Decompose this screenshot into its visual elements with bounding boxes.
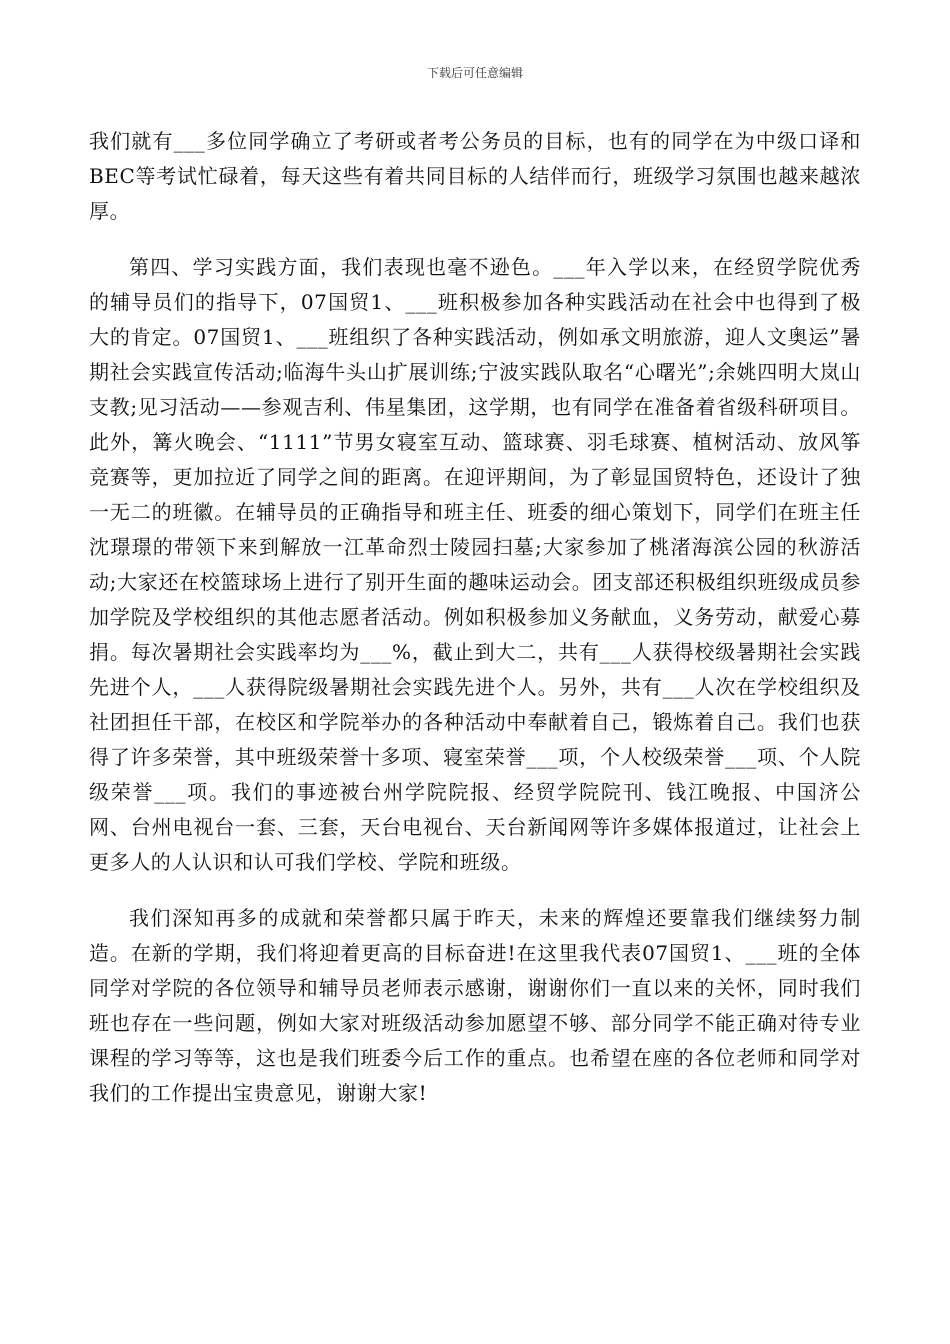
document-body bbox=[89, 124, 861, 1111]
page-header: 下载后可任意编辑 bbox=[426, 66, 523, 80]
paragraph-closing-thanks: 我们深知再多的成就和荣誉都只属于昨天，未来的辉煌还要靠我们继续努力制造。在新的学期，我们将迎着更高的目标奋进!在这里我代表07国贸1、___班的全体同学对学院的各位领导和辅导员老师表示感谢，谢谢你们一直以来的关怀，同时我们班也存在一些问题，例如大家对班级活动参加愿望不够、部分同学不能正确对待专业课程的学习等等，这也是我们班委今后工作的重点。也希望在座的各位老师和同学对我们的工作提出宝贵意见，谢谢大家! bbox=[89, 906, 861, 1105]
paragraph-study-goals: 我们就有___多位同学确立了考研或者考公务员的目标，也有的同学在为中级口译和BEC等考试忙碌着，每天这些有着共同目标的人结伴而行，班级学习氛围也越来越浓厚。 bbox=[89, 129, 861, 223]
paragraph-practice-activities: 第四、学习实践方面，我们表现也毫不逊色。___年入学以来，在经贸学院优秀的辅导员们的指导下，07国贸1、___班积极参加各种实践活动在社会中也得到了极大的肯定。07国贸1、___班组织了各种实践活动，例如承文明旅游，迎人文奥运”暑期社会实践宣传活动;临海牛头山扩展训练;宁波实践队取名“心曙光”;余姚四明大岚山支教;见习活动——参观吉利、伟星集团，这学期，也有同学在准备着省级科研项目。此外，篝火晚会、“1111”节男女寝室互动、篮球赛、羽毛球赛、植树活动、放风筝竞赛等，更加拉近了同学之间的距离。在迎评期间，为了彰显国贸特色，还设计了独一无二的班徽。在辅导员的正确指导和班主任、班委的细心策划下，同学们在班主任沈璟璟的带领下来到解放一江革命烈士陵园扫墓;大家参加了桃渚海滨公园的秋游活动;大家还在校篮球场上进行了别开生面的趣味运动会。团支部还积极组织班级成员参加学院及学校组织的其他志愿者活动。例如积极参加义务献血，义务劳动，献爱心募捐。每次暑期社会实践率均为___%，截止到大二，共有___人获得校级暑期社会实践先进个人，___人获得院级暑期社会实践先进个人。另外，共有___人次在学校组织及社团担任干部，在校区和学院举办的各种活动中奉献着自己，锻炼着自己。我们也获得了许多荣誉，其中班级荣誉十多项、寝室荣誉___项，个人校级荣誉___项、个人院级荣誉___项。我们的事迹被台州学院院报、经贸学院院刊、钱江晚报、中国济公网、台州电视台一套、三套，天台电视台、天台新闻网等许多媒体报道过，让社会上更多人的人认识和认可我们学校、学院和班级。 bbox=[89, 255, 861, 874]
